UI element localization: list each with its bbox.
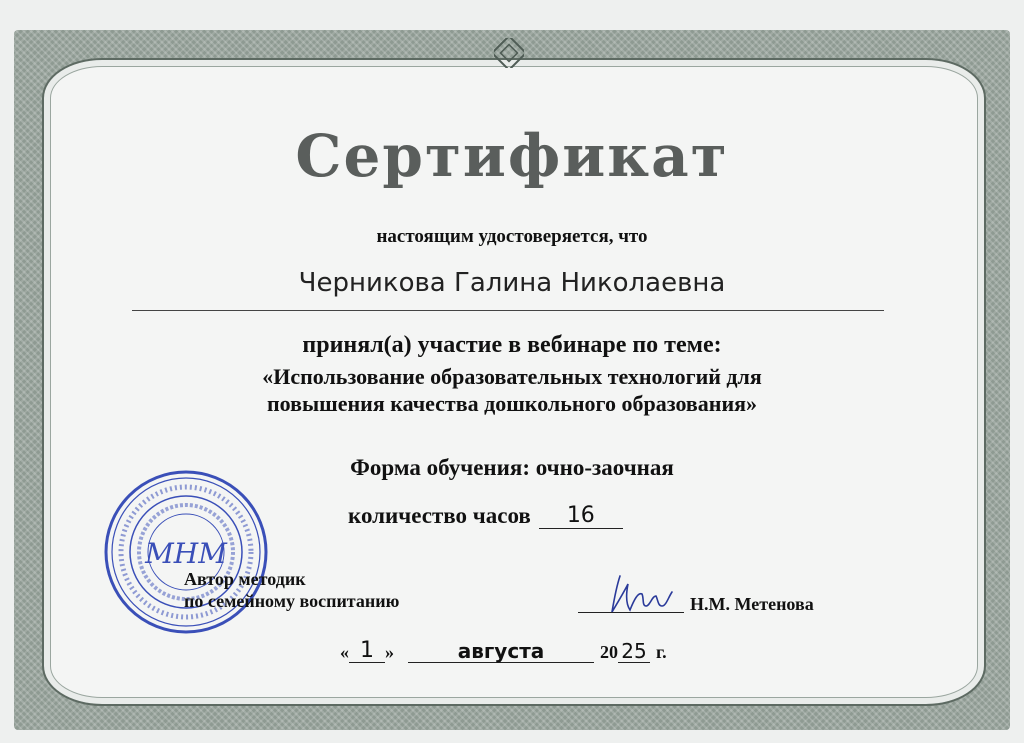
webinar-topic-line-2: повышения качества дошкольного образования»	[266, 391, 758, 416]
author-title-line-2: по семейному воспитанию	[184, 591, 400, 611]
seal-monogram: МНМ	[145, 537, 227, 570]
date-year-abbr: г.	[656, 642, 667, 662]
hours-row	[348, 503, 623, 529]
author-title	[184, 568, 399, 612]
date-open-quote: «	[340, 642, 349, 662]
date-year-prefix: 20	[600, 642, 618, 662]
webinar-topic-line-1: «Использование образовательных технологий для	[262, 364, 762, 389]
certification-statement: настоящим удостоверяется, что	[376, 226, 648, 247]
signer-name: Н.М. Метенова	[690, 594, 814, 614]
date-month: августа	[408, 640, 594, 663]
signature-line	[578, 612, 684, 613]
form-of-study: Форма обучения: очно-заочная	[350, 455, 674, 480]
top-ornament-icon	[494, 38, 524, 68]
date-day: 1	[349, 640, 385, 663]
participation-statement: принял(а) участие в вебинаре по теме:	[302, 332, 722, 358]
issue-date	[340, 640, 667, 663]
name-underline	[132, 310, 884, 311]
date-year-suffix: 25	[618, 640, 650, 663]
date-close-quote: »	[385, 642, 394, 662]
handwritten-signature	[602, 572, 682, 616]
hours-value: 16	[539, 504, 623, 529]
certificate-title: Сертификат	[295, 122, 729, 190]
hours-label: количество часов	[348, 503, 531, 528]
recipient-name: Черникова Галина Николаевна	[298, 268, 726, 298]
author-title-line-1: Автор методик	[184, 569, 306, 589]
